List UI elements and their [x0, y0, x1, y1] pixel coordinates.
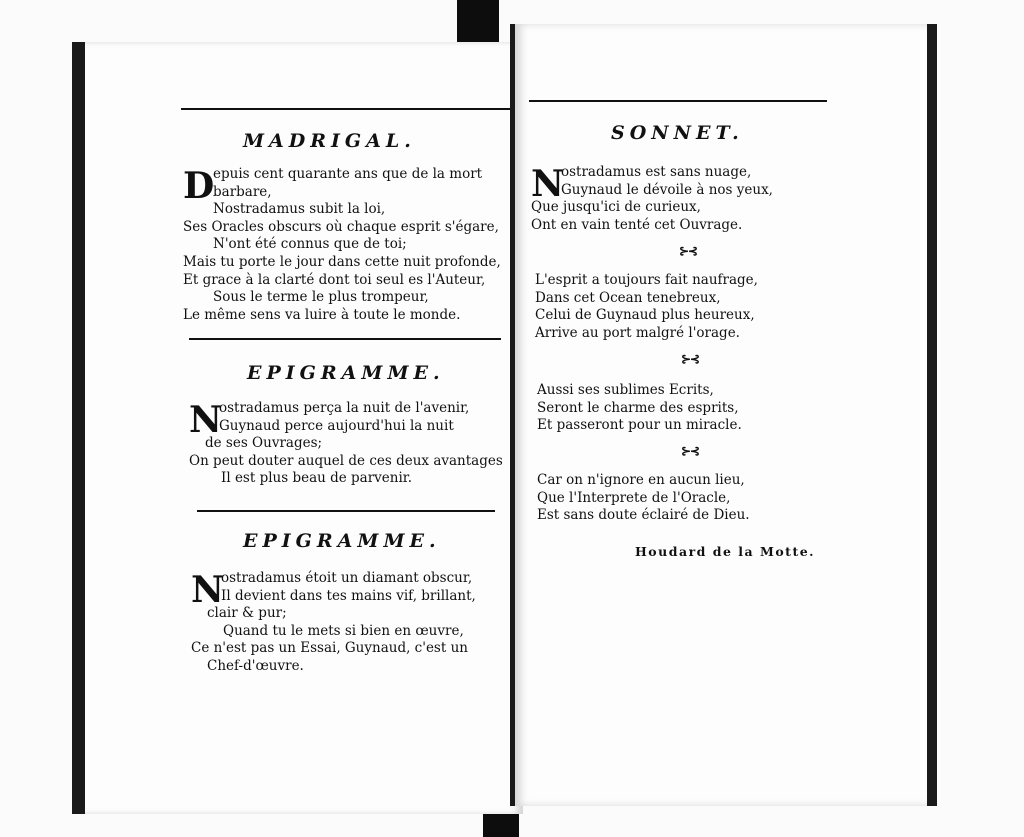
verse-line: Celui de Guynaud plus heureux,: [535, 307, 755, 324]
verse-line: On peut douter auquel de ces deux avantages: [189, 452, 503, 469]
verse-line: ostradamus perça la nuit de l'avenir,: [219, 400, 470, 416]
verse-line: Guynaud perce aujourd'hui la nuit: [219, 417, 454, 434]
verse-line: Guynaud le dévoile à nos yeux,: [561, 181, 773, 198]
verse-line: Que jusqu'ici de curieux,: [531, 199, 701, 216]
verse-line: Il devient dans tes mains vif, brillant,: [221, 587, 476, 604]
sonnet-stanza: [537, 472, 750, 525]
section-rule: [197, 510, 495, 512]
verse-line: ostradamus est sans nuage,: [561, 164, 752, 180]
verse-line: Ses Oracles obscurs où chaque esprit s'égare,: [183, 218, 499, 235]
fleuron-ornament: ⊱⊰: [681, 444, 700, 458]
verse-line: Le même sens va luire à toute le monde.: [183, 306, 461, 323]
epigramme-title: EPIGRAMME.: [247, 362, 445, 384]
verse-line: Car on n'ignore en aucun lieu,: [537, 472, 745, 488]
verse-line: Sous le terme le plus trompeur,: [213, 289, 429, 306]
book-binding-top: [457, 0, 499, 46]
verse-line: barbare,: [213, 183, 272, 200]
epigramme-verse: [189, 400, 503, 488]
sonnet-stanza: [537, 382, 742, 435]
header-rule: [529, 100, 827, 102]
right-page: [510, 24, 937, 806]
fleuron-ornament: ⊱⊰: [681, 352, 700, 366]
verse-line: de ses Ouvrages;: [205, 435, 323, 452]
left-page: [72, 42, 523, 814]
section-rule: [189, 338, 501, 340]
fleuron-ornament: ⊱⊰: [679, 244, 698, 258]
verse-line: epuis cent quarante ans que de la mort: [213, 166, 483, 182]
madrigal-title: MADRIGAL.: [243, 130, 416, 152]
verse-line: Il est plus beau de parvenir.: [221, 470, 413, 487]
author-signature: Houdard de la Motte.: [635, 544, 816, 559]
epigramme-title: EPIGRAMME.: [243, 530, 441, 552]
verse-line: Que l'Interprete de l'Oracle,: [537, 489, 731, 506]
sonnet-stanza: [531, 164, 773, 234]
verse-line: Quand tu le mets si bien en œuvre,: [223, 622, 464, 639]
epigramme-dropcap: N: [189, 399, 222, 441]
epigramme-verse: [191, 570, 476, 676]
verse-line: Ce n'est pas un Essai, Guynaud, c'est un: [191, 640, 468, 657]
header-rule: [181, 108, 511, 110]
verse-line: Et passeront pour un miracle.: [537, 417, 742, 434]
sonnet-stanza: [535, 272, 758, 342]
verse-line: Est sans doute éclairé de Dieu.: [537, 507, 750, 524]
verse-line: Ont en vain tenté cet Ouvrage.: [531, 216, 743, 233]
madrigal-dropcap: D: [183, 165, 215, 207]
verse-line: Seront le charme des esprits,: [537, 399, 739, 416]
verse-line: Nostradamus subit la loi,: [213, 201, 386, 218]
verse-line: Aussi ses sublimes Ecrits,: [537, 382, 714, 398]
verse-line: N'ont été connus que de toi;: [213, 236, 407, 253]
verse-line: L'esprit a toujours fait naufrage,: [535, 272, 758, 288]
madrigal-verse: [183, 166, 501, 324]
verse-line: clair & pur;: [207, 605, 287, 622]
sonnet-dropcap: N: [531, 163, 564, 205]
verse-line: Dans cet Ocean tenebreux,: [535, 289, 721, 306]
verse-line: ostradamus étoit un diamant obscur,: [221, 570, 473, 586]
epigramme-dropcap: N: [191, 569, 224, 611]
verse-line: Et grace à la clarté dont toi seul es l'Auteur,: [183, 271, 486, 288]
verse-line: Mais tu porte le jour dans cette nuit profonde,: [183, 253, 501, 270]
verse-line: Chef-d'œuvre.: [207, 657, 304, 674]
sonnet-title: SONNET.: [611, 122, 744, 144]
verse-line: Arrive au port malgré l'orage.: [535, 324, 740, 341]
